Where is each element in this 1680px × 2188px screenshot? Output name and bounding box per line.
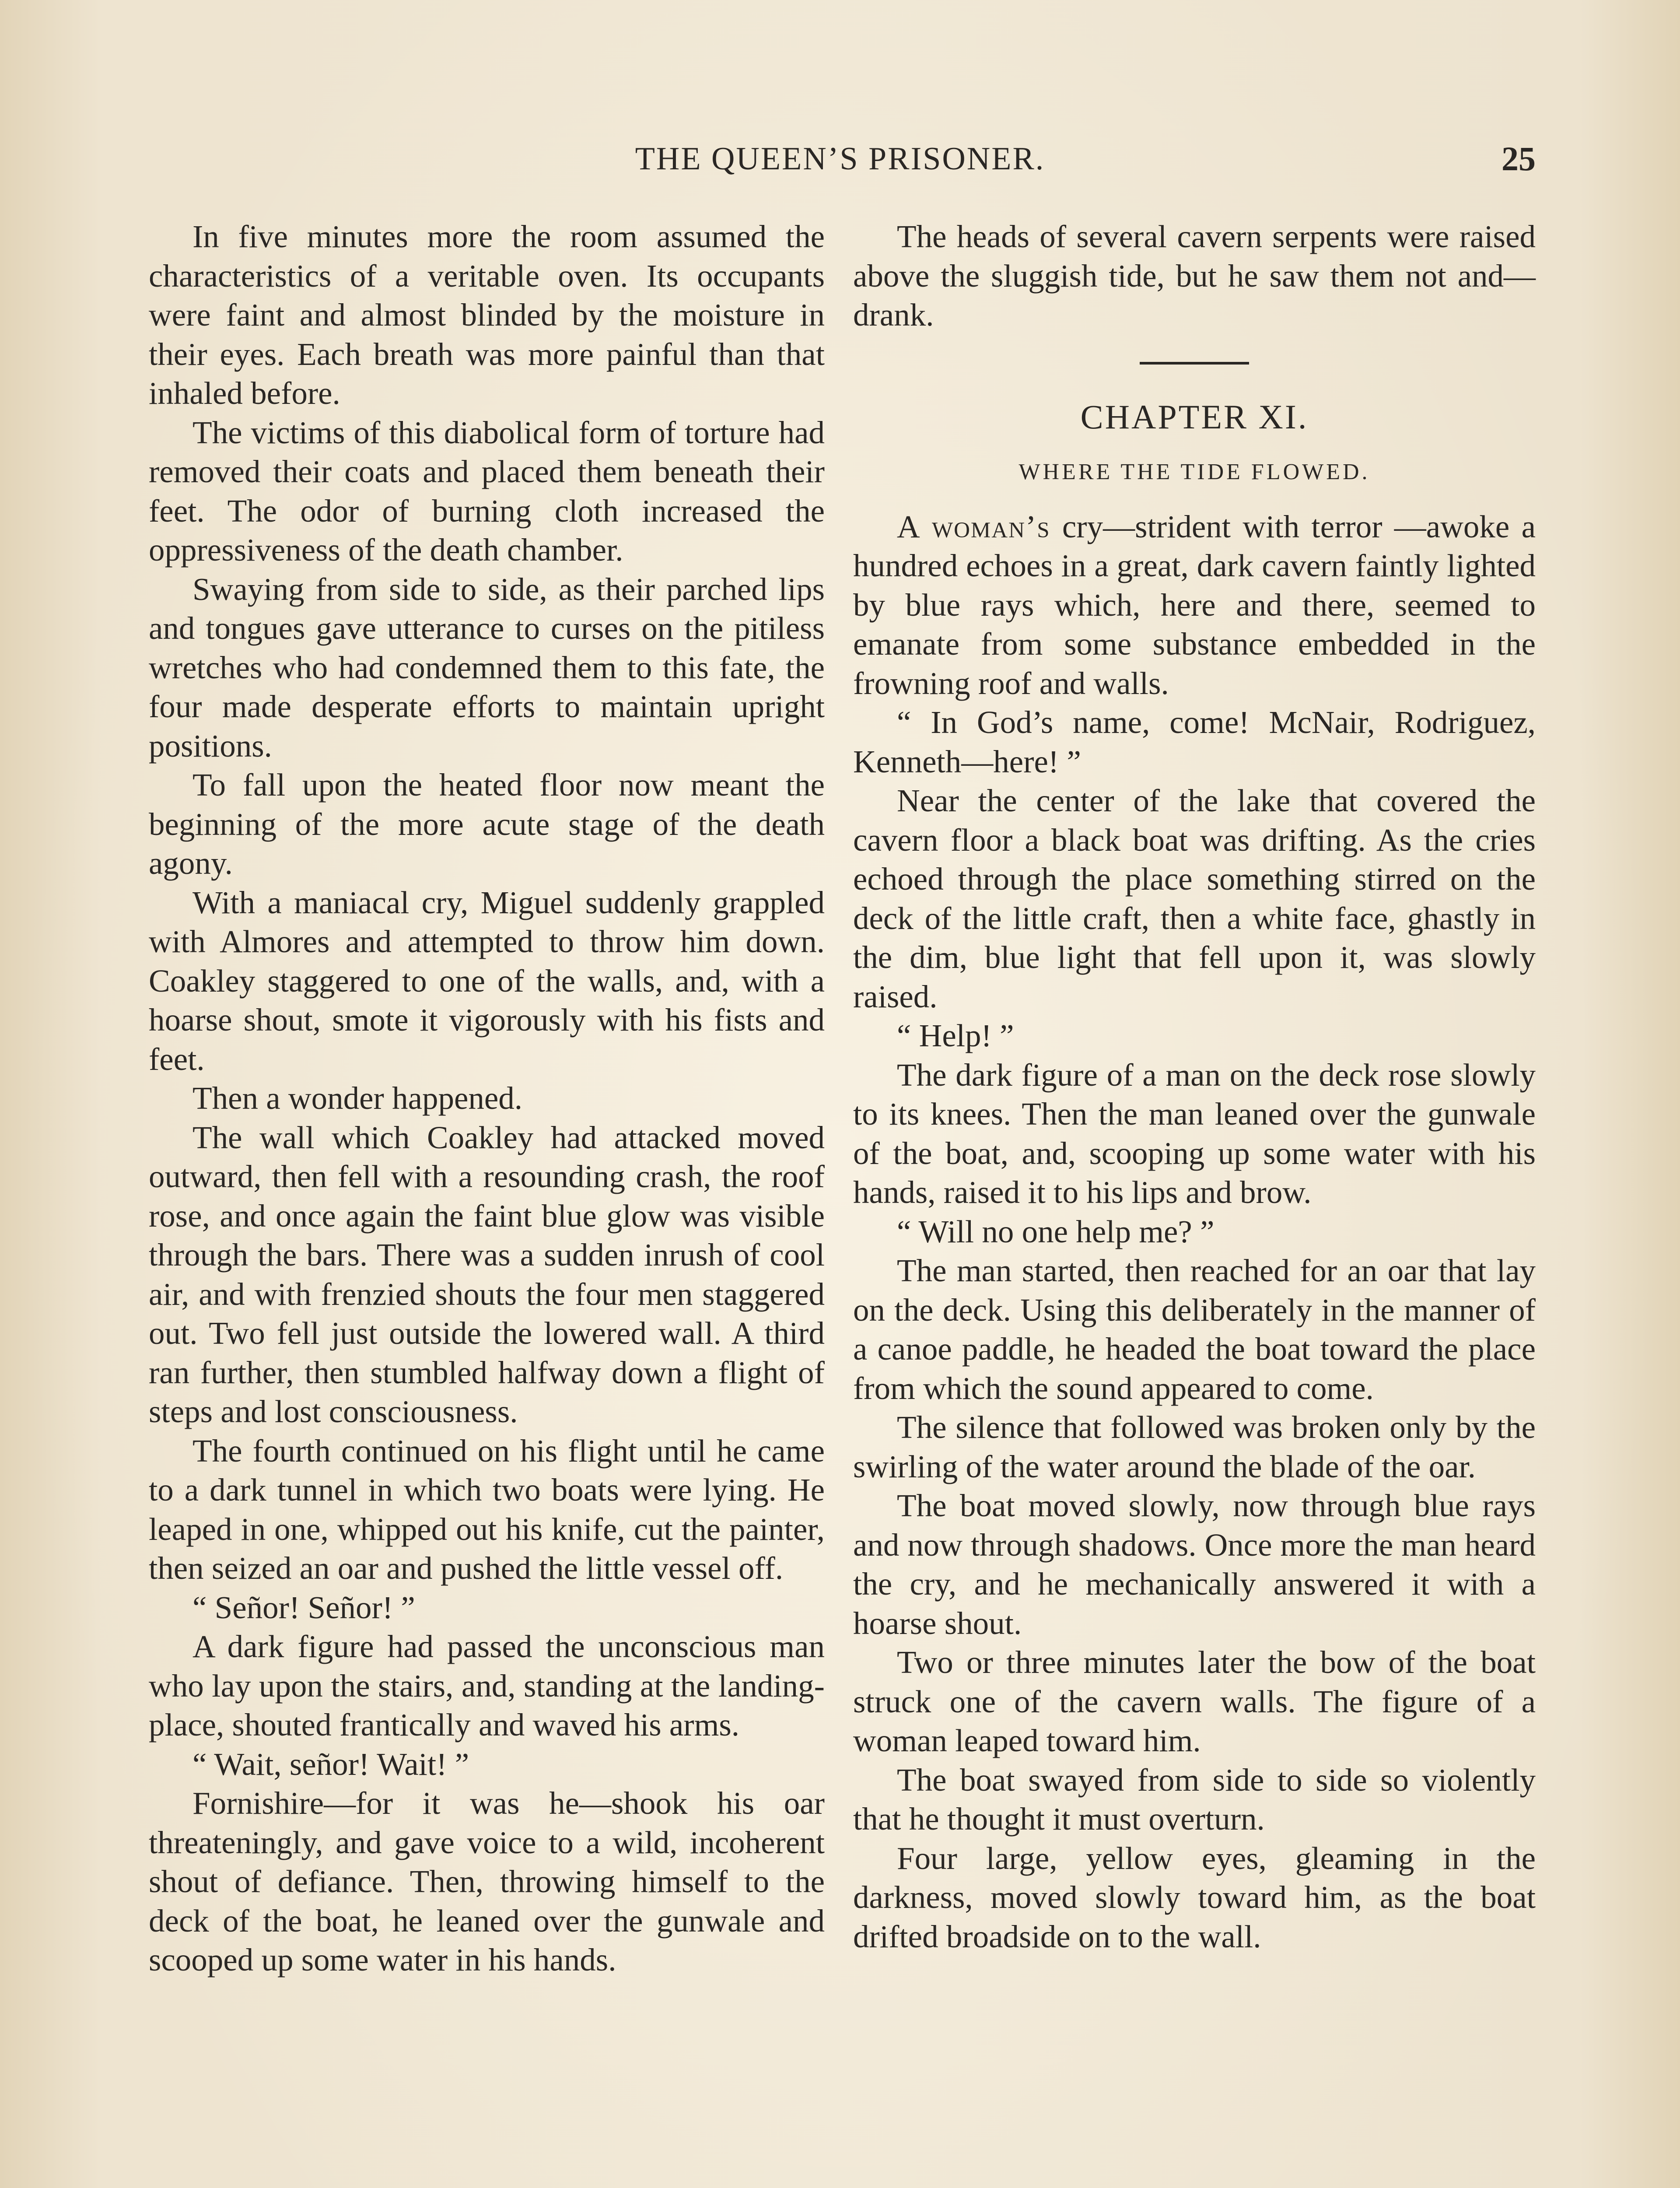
paragraph: Swaying from side to side, as their parched lips and tongues gave utterance to curses on the pitiless wretches who had condemned them to this fate, the four made desperate efforts to maintain upright positions. [149,571,825,764]
paragraph: The boat swayed from side to side so violently that he thought it must overturn. [853,1762,1536,1837]
opening-text: cry—strident with terror —awoke a hundred echoes in a great, dark cavern faintly lighted by blue rays which, here and there, seemed to emanate from some substance embedded in the frowning roof and walls. [853,508,1536,701]
paragraph: Two or three minutes later the bow of the boat struck one of the cavern walls. The figure of a woman leaped toward him. [853,1645,1536,1758]
paragraph: A dark figure had passed the unconscious man who lay upon the stairs, and, standing at the landing-place, shouted frantically and waved his arms. [149,1629,825,1743]
dialogue-line: “ Will no one help me? ” [897,1213,1214,1249]
paragraph: The wall which Coakley had attacked moved outward, then fell with a resounding crash, the roof rose, and once again the faint blue glow was visible through the bars. There was a sudden inrush of cool air, and with frenzied shouts the four men staggered out. Two fell just outside the lowered wall. A third ran further, then stumbled halfway down a flight of steps and lost consciousness. [149,1119,825,1429]
paragraph: Near the center of the lake that covered the cavern floor a black boat was drifting. As the cries echoed through the place something stirred on the deck of the little craft, then a white face, ghastly in the dim, blue light that fell upon it, was slowly raised. [853,783,1536,1014]
paragraph: Then a wonder happened. [192,1080,523,1116]
dialogue-line: “ Señor! Señor! ” [192,1589,415,1625]
paragraph: The fourth continued on his flight until he came to a dark tunnel in which two boats were lying. He leaped in one, whipped out his knife, cut the painter, then seized an oar and pushed the little vessel off. [149,1433,825,1586]
paragraph: To fall upon the heated floor now meant the beginning of the more acute stage of the death agony. [149,767,825,881]
paragraph: The boat moved slowly, now through blue rays and now through shadows. Once more the man heard the cry, and he mechanically answered it with a hoarse shout. [853,1488,1536,1641]
chapter-subtitle: WHERE THE TIDE FLOWED. [1018,459,1370,484]
section-divider [1140,362,1249,365]
right-column [853,217,1536,1956]
left-column [149,217,825,1980]
paragraph: The silence that followed was broken only by the swirling of the water around the blade of the oar. [853,1410,1536,1484]
paragraph: Four large, yellow eyes, gleaming in the darkness, moved slowly toward him, as the boat drifted broadside on to the wall. [853,1840,1536,1954]
paragraph: The heads of several cavern serpents were raised above the sluggish tide, but he saw them not and—drank. [853,219,1536,333]
dialogue-line: “ Wait, señor! Wait! ” [192,1746,469,1782]
page-number: 25 [1502,140,1536,178]
paragraph: With a maniacal cry, Miguel suddenly grappled with Almores and attempted to throw him down. Coakley staggered to one of the walls, and, with a hoarse shout, smote it vigorously with his fists and feet. [149,884,825,1077]
paragraph: Fornishire—for it was he—shook his oar threateningly, and gave voice to a wild, incoherent shout of defiance. Then, throwing himself to the deck of the boat, he leaned over the gunwale and scooped up some water in his hands. [149,1785,825,1978]
dialogue-line: “ In God’s name, come! McNair, Rodriguez, Kenneth—here! ” [853,705,1536,779]
paragraph: The dark figure of a man on the deck rose slowly to its knees. Then the man leaned over the gunwale of the boat, and, scooping up some water with his hands, raised it to his lips and brow. [853,1057,1536,1210]
dialogue-line: “ Help! ” [897,1018,1014,1053]
paragraph: The man started, then reached for an oar that lay on the deck. Using this deliberately in the manner of a canoe paddle, he headed the boat toward the place from which the sound appeared to come. [853,1253,1536,1406]
chapter-heading: CHAPTER XI. [1080,397,1309,436]
smallcaps-opening: A woman’s [897,508,1050,544]
running-head [0,139,1680,179]
paragraph: In five minutes more the room assumed the characteristics of a veritable oven. Its occupants were faint and almost blinded by the moisture in their eyes. Each breath was more painful than that inhaled before. [149,219,825,411]
chapter-opening-paragraph [853,507,1536,703]
paragraph: The victims of this diabolical form of torture had removed their coats and placed them beneath their feet. The odor of burning cloth increased the oppressiveness of the death chamber. [149,414,825,568]
running-title: THE QUEEN’S PRISONER. [635,141,1045,177]
